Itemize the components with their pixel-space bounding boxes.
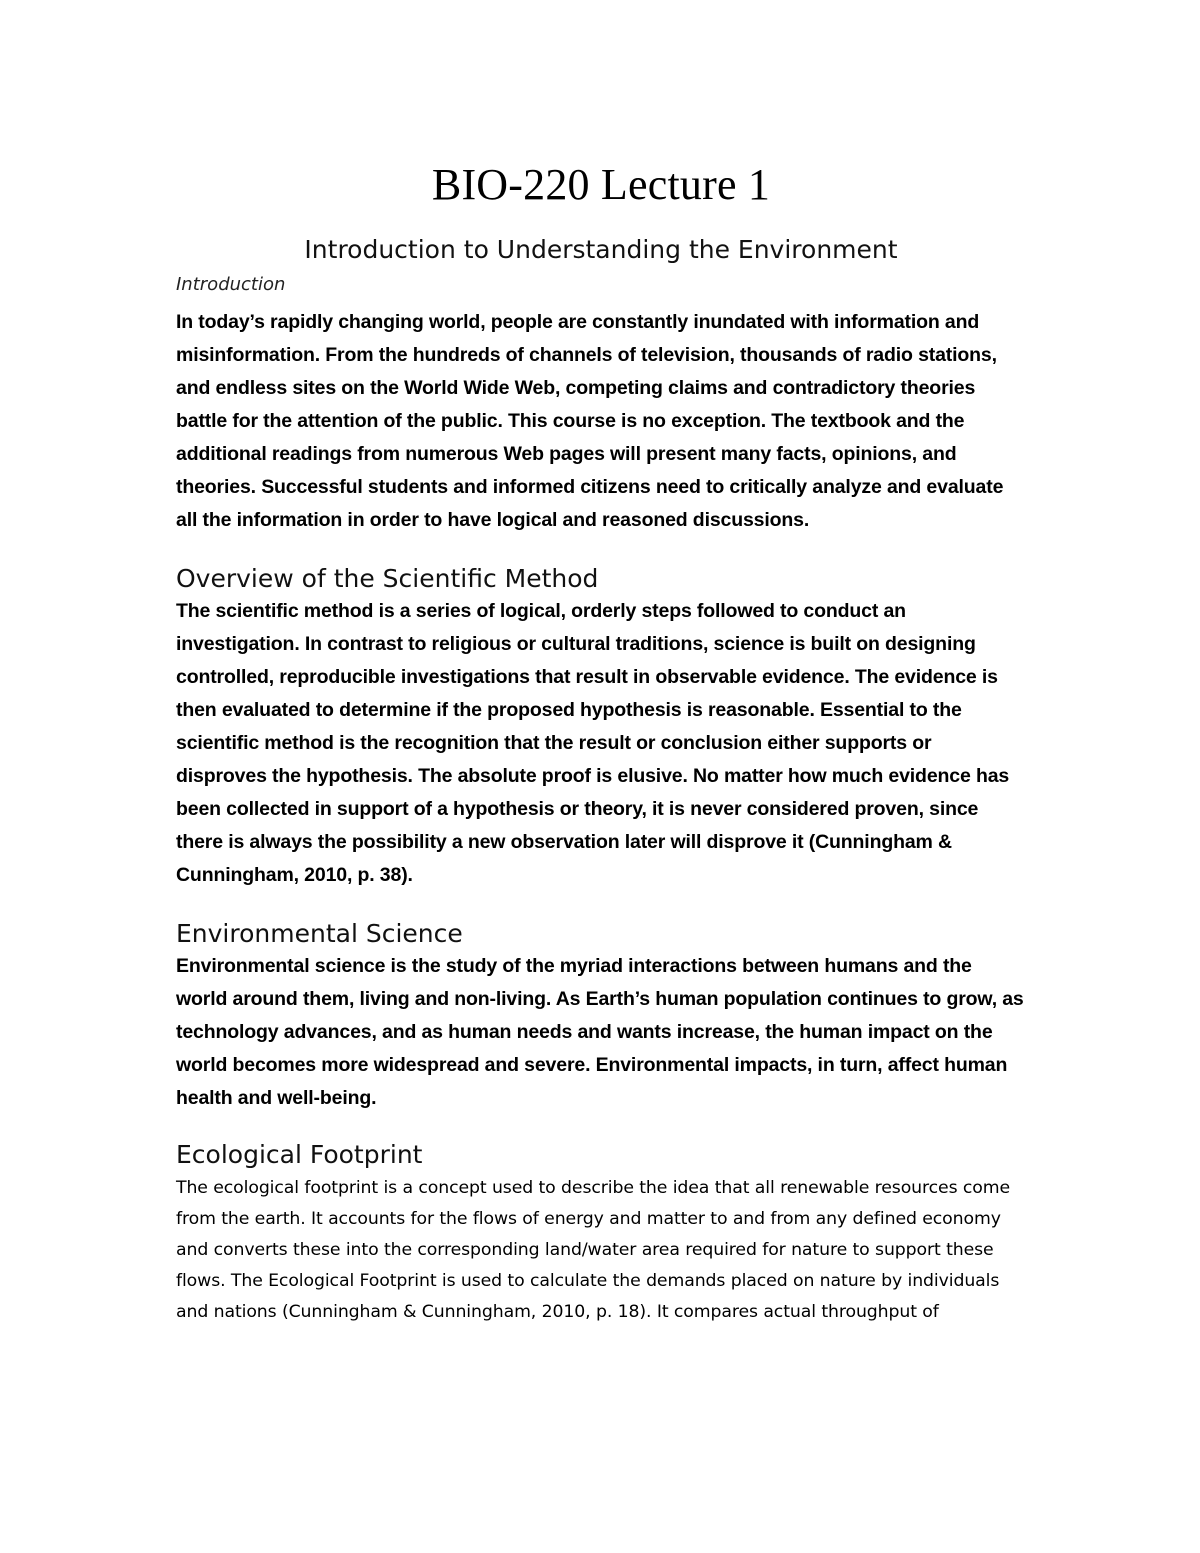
intro-label: Introduction xyxy=(176,274,286,295)
section-heading-ecological-footprint: Ecological Footprint xyxy=(176,1140,423,1169)
document-body xyxy=(176,158,1026,1328)
section-paragraph-environmental-science: Environmental science is the study of the myriad interactions between humans and the world around them, living and non-living. As Earth’s human population continues to grow, as technology advances, and as human needs and wants increase, the human impact on the world becomes more widespread and severe. Environmental impacts, in turn, affect human health and well-being. xyxy=(176,955,1024,1109)
section-paragraph-ecological-footprint: The ecological footprint is a concept used to describe the idea that all renewable resources come from the earth. It accounts for the flows of energy and matter to and from any defined economy and converts these into the corresponding land/water area required for nature to support these flows. The Ecological Footprint is used to calculate the demands placed on nature by individuals and nations (Cunningham & Cunningham, 2010, p. 18). It compares actual throughput of xyxy=(176,1178,1011,1322)
intro-paragraph: In today’s rapidly changing world, people are constantly inundated with information and misinformation. From the hundreds of channels of television, thousands of radio stations, and endless sites on the World Wide Web, competing claims and contradictory theories battle for the attention of the public. This course is no exception. The textbook and the additional readings from numerous Web pages will present many facts, opinions, and theories. Successful students and informed citizens need to critically analyze and evaluate all the information in order to have logical and reasoned discussions. xyxy=(176,311,1004,531)
document-subtitle: Introduction to Understanding the Environment xyxy=(304,235,898,264)
section-paragraph-scientific-method: The scientific method is a series of logical, orderly steps followed to conduct an investigation. In contrast to religious or cultural traditions, science is built on designing controlled, reproducible investigations that result in observable evidence. The evidence is then evaluated to determine if the proposed hypothesis is reasonable. Essential to the scientific method is the recognition that the result or conclusion either supports or disproves the hypothesis. The absolute proof is elusive. No matter how much evidence has been collected in support of a hypothesis or theory, it is never considered proven, since there is always the possibility a new observation later will disprove it (Cunningham & Cunningham, 2010, p. 38). xyxy=(176,600,1010,886)
document-title: BIO-220 Lecture 1 xyxy=(431,160,771,209)
section-heading-environmental-science: Environmental Science xyxy=(176,919,463,948)
section-heading-scientific-method: Overview of the Scientific Method xyxy=(176,564,599,593)
